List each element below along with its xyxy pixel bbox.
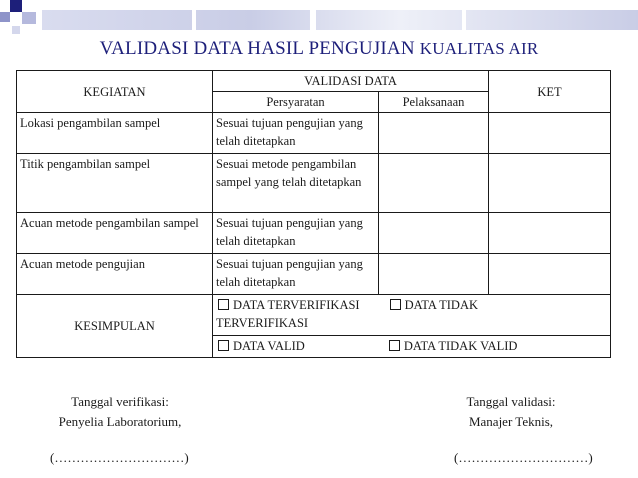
row-ket [489,254,611,295]
option-tidak-valid-label: DATA TIDAK VALID [403,339,518,353]
table-row [17,113,611,154]
row-persyaratan: Sesuai tujuan pengujian yang telah ditetapkan [213,113,379,154]
deco-band [42,10,638,30]
verification-date-label: Tanggal verifikasi: [71,394,169,409]
header-validasi: VALIDASI DATA [213,71,489,92]
page-title [0,38,638,60]
signature-right-blank: (…………………………) [454,450,593,465]
row-pelaksanaan [379,113,489,154]
checkbox-terverifikasi[interactable] [218,299,229,310]
signature-left-blank: (…………………………) [50,450,189,465]
row-ket [489,113,611,154]
row-pelaksanaan [379,254,489,295]
row-ket [489,154,611,213]
signature-right [436,392,586,432]
table-row [17,213,611,254]
row-persyaratan: Sesuai tujuan pengujian yang telah ditetapkan [213,254,379,295]
title-small: KUALITAS AIR [419,39,539,58]
row-pelaksanaan [379,213,489,254]
header-kegiatan: KEGIATAN [17,71,213,113]
row-persyaratan: Sesuai metode pengambilan sampel yang telah ditetapkan [213,154,379,213]
manager-role: Manajer Teknis, [468,414,554,429]
kesimpulan-verification-options [213,295,611,336]
row-kegiatan: Acuan metode pengujian [17,254,213,295]
deco-square-dark [10,0,22,12]
row-pelaksanaan [379,154,489,213]
validation-date-label: Tanggal validasi: [466,394,556,409]
validation-table [16,70,611,358]
signature-left [40,392,200,432]
deco-square-light [0,12,10,22]
option-tidak-prefix-label: DATA TIDAK [404,298,479,312]
table-row [17,154,611,213]
row-ket [489,213,611,254]
row-kegiatan: Lokasi pengambilan sampel [17,113,213,154]
row-kegiatan: Acuan metode pengambilan sampel [17,213,213,254]
row-kegiatan: Titik pengambilan sampel [17,154,213,213]
option-valid-label: DATA VALID [233,339,305,353]
option-terverifikasi-label: DATA TERVERIFIKASI [233,298,360,312]
header-ket: KET [489,71,611,113]
row-persyaratan: Sesuai tujuan pengujian yang telah ditetapkan [213,213,379,254]
deco-square-small [12,26,20,34]
kesimpulan-validity-options [213,336,611,358]
supervisor-role: Penyelia Laboratorium, [58,414,182,429]
header-pelaksanaan: Pelaksanaan [379,92,489,113]
title-main: VALIDASI DATA HASIL PENGUJIAN [99,38,415,59]
deco-square-mid [22,12,36,24]
checkbox-valid[interactable] [218,340,229,351]
table-row [17,254,611,295]
checkbox-tidak-terverifikasi[interactable] [390,299,401,310]
header-persyaratan: Persyaratan [213,92,379,113]
kesimpulan-label: KESIMPULAN [17,295,213,358]
checkbox-tidak-valid[interactable] [389,340,400,351]
option-tidak-suffix-label: TERVERIFIKASI [216,316,309,330]
header-decoration [0,0,638,40]
